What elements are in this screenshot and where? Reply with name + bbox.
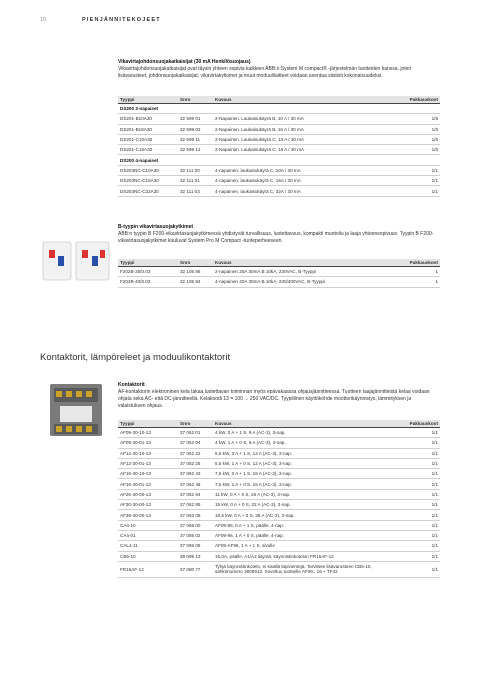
table-header-row [118,420,440,428]
table-row [118,438,440,448]
cell-type: CAL4-11 [118,541,178,551]
cell-description: 18,5 kW, 0 A + 0 S, 38 A (AC-3), 3-nap. [213,510,393,520]
cell-pack-size: 1/5 [393,134,440,144]
cell-pack-size: 1/1 [393,165,440,175]
cell-pack-size: 1/1 [393,530,440,540]
rcd-device-icon [40,240,112,282]
column-header-snro: Snro [178,420,213,428]
column-header-pack-size: Pakkauskoot [393,96,440,104]
table-row [118,479,440,489]
cell-type: DS201-B16A30 [118,124,178,134]
cell-description: 4-napainen, laukaisukäyrä C, 32A / 30 mA [213,186,393,196]
cell-snro: 32 599 11 [178,134,213,144]
cell-description: 4 kW, 0 A + 1 S, 9 A (AC-3), 3-nap. [213,428,393,438]
cell-pack-size: 1/1 [393,428,440,438]
cell-description: 2-Napainen. Laukaisukäyrä B, 10 A / 30 mA [213,114,393,124]
cell-description: AF09-96, 1 A + 0 S, päälle, 4-nap. [213,530,393,540]
cell-pack-size: 1/5 [393,114,440,124]
cell-snro: 37 065 06 [178,541,213,551]
cell-pack-size: 1/1 [393,186,440,196]
cell-description: 15,0A, päälle, A1/A2 liityntä, käynnistinkotelon FR16AF-12 [213,551,393,561]
cell-snro: 37 062 85 [178,500,213,510]
cell-description: 2-Napainen. Laukaisukäyrä C, 10 A / 30 mA [213,134,393,144]
cell-description: 2-Napainen. Laukaisukäyrä C, 16 A / 30 mA [213,145,393,155]
cell-snro: 37 063 09 [178,510,213,520]
table-row [118,277,440,287]
cell-snro: 37 062 22 [178,448,213,458]
cell-description: 5,5 kW, 0 A + 1 S, 12 A (AC-3), 3-nap. [213,448,393,458]
page-number: 10 [40,17,47,23]
table-row [118,520,440,530]
cell-pack-size: 1/1 [393,489,440,499]
cell-description: 4-napainen, laukaisukäyrä C, 16A / 30 mA [213,176,393,186]
column-header-type: Tyyppi [118,420,178,428]
column-header-description: Kuvaus [213,96,393,104]
group-label: DS200 2-napaiset [118,104,440,114]
cell-snro: 32 111 03 [178,186,213,196]
cell-description: AF09-96, 0 A + 1 S, päälle, 4-nap. [213,520,393,530]
cell-snro: 32 105 86 [178,267,213,277]
cell-pack-size: 1/1 [393,510,440,520]
typeb-table [118,259,440,288]
table-row [118,165,440,175]
cell-pack-size: 1/1 [393,561,440,577]
cell-pack-size: 1/5 [393,124,440,134]
cell-pack-size: 1/1 [393,438,440,448]
table-row [118,176,440,186]
cell-type: F204B-40/0.03 [118,277,178,287]
cell-snro: 37 062 01 [178,428,213,438]
cell-type: F202B-25/0.03 [118,267,178,277]
cell-type: DS201-C16A30 [118,145,178,155]
cell-snro: 32 599 01 [178,114,213,124]
cell-type: AF12-30-01-13 [118,458,178,468]
cell-pack-size: 1/1 [393,520,440,530]
table-row [118,551,440,561]
cell-description: 15 kW, 0 A + 0 S, 32 A (AC-3), 3-nap. [213,500,393,510]
cell-pack-size: 1/1 [393,551,440,561]
table-row [118,500,440,510]
cell-type: AF09-30-10-13 [118,428,178,438]
table-row [118,448,440,458]
cell-type: AF16-30-01-13 [118,479,178,489]
cell-type: FR16AF-12 [118,561,178,577]
cell-snro: 32 105 94 [178,277,213,287]
cell-type: DS201-C10A30 [118,134,178,144]
cell-snro: 32 599 02 [178,124,213,134]
cell-snro: 32 111 00 [178,165,213,175]
cell-pack-size: 1/1 [393,469,440,479]
cell-type: AF09-30-01-13 [118,438,178,448]
rcbo-description: Vikavirtajohdonsuojakatkaisijat ovat täysin yhteen sopivia kaikkien ABB:n System M compact® -järjestelmän tuotteiden kanssa, joten lisävarusteet, johdonsuojakatkaisijat, vikavirtakytkimet ja muut moduulilaitteet voidaan asentaa siististi kokonaisuudeksi. [118,66,412,79]
cell-snro: 37 062 43 [178,469,213,479]
cell-pack-size: 1/1 [393,500,440,510]
cell-description: Tyhjä käynnistinkotelo, ei sisällä läpivientejä. Tarvitsee lisävarusteen CB5-10, sähkönumero 3809913. Soveltuu tuotteille AF09...16 + TF42 [213,561,393,577]
typeb-title: B-tyypin vikavirtasuojakytkimet [118,224,194,230]
cell-snro: 37 065 02 [178,530,213,540]
cell-type: CB5-10 [118,551,178,561]
cell-snro: 37 080 77 [178,561,213,577]
table-row [118,124,440,134]
cell-snro: 32 111 01 [178,176,213,186]
table-row [118,186,440,196]
running-head: PIENJÄNNITEKOJEET [82,17,161,23]
column-header-pack-size: Pakkauskoot [393,259,440,267]
cell-snro: 37 062 25 [178,458,213,468]
cell-pack-size: 1 [393,277,440,287]
cell-description: AF09-AF96, 1 A + 1 S, sivulle [213,541,393,551]
cell-type: DS201-B10A30 [118,114,178,124]
table-row [118,489,440,499]
column-header-type: Tyyppi [118,259,178,267]
column-header-type: Tyyppi [118,96,178,104]
contactors-table [118,420,440,578]
table-row [118,458,440,468]
table-row [118,267,440,277]
cell-pack-size: 1/1 [393,541,440,551]
cell-description: 5,5 kW, 1 A + 0 S, 12 A (AC-3), 3-nap. [213,458,393,468]
section-heading: Kontaktorit, lämpöreleet ja moduulikontaktorit [40,352,231,363]
cell-type: AF16-30-10-13 [118,469,178,479]
table-row [118,541,440,551]
cell-pack-size: 1/1 [393,458,440,468]
cell-type: CA4-01 [118,530,178,540]
cell-type: AF12-30-10-13 [118,448,178,458]
cell-description: 11 kW, 0 A + 0 S, 26 A (AC-3), 3-nap. [213,489,393,499]
contactor-product-image [40,380,112,440]
contactors-title: Kontaktorit [118,382,145,388]
cell-snro: 38 099 13 [178,551,213,561]
table-header-row [118,96,440,104]
cell-snro: 37 062 64 [178,489,213,499]
contactor-device-icon [40,380,112,440]
cell-type: AF30-30-00-13 [118,500,178,510]
rcbo-table [118,96,440,197]
table-row [118,134,440,144]
cell-description: 2-napainen 25A 30mA B 10kA, 230VAC, B-Tyyppi [213,267,393,277]
rcbo-device-icon [40,52,112,100]
cell-pack-size: 1/1 [393,176,440,186]
cell-description: 4-napainen 40A 30mA B 10kA, 230/400VAC, B-Tyyppi [213,277,393,287]
table-header-row [118,259,440,267]
table-row [118,510,440,520]
cell-type: AF38-30-00-13 [118,510,178,520]
table-group-row [118,155,440,165]
typeb-product-image [40,240,112,282]
contactors-description: AF-kontaktorin elektroninen kela takaa luotettavan toiminnan myös epävakaassa ohjausjännitteessä. Tuotteen laajajännitteistä kelaa voidaan ohjata sekä AC- että DC-jännitteellä. Kelakoodi 13 = 100 ... 250 VAC/DC. Tyypillinen käyttökohde moottorikäynnistys, lämmityksen ja valaistuksen ohjaus. [118,389,430,409]
cell-description: 7,5 kW, 1 A + 0 S, 18 A (AC-3), 3-nap. [213,479,393,489]
column-header-snro: Snro [178,259,213,267]
group-label: DS200 4-napaiset [118,155,440,165]
typeb-description: ABB:n tyypin B F200-vikavirtasuojakytkimessä yhdistyvät turvallisuus, luotettavuus, kompakti muotoilu ja laaja yhteensopivuus. Tyypin B F200-vikavirtasuojakytkimet kuuluvat System Pro M Compact -tuoteperheeseen. [118,231,434,244]
table-group-row [118,104,440,114]
cell-description: 2-Napainen. Laukaisukäyrä B, 16 A / 30 mA [213,124,393,134]
cell-snro: 32 599 12 [178,145,213,155]
rcbo-product-image [40,52,112,100]
rcbo-title: Vikavirtajohdonsuojakatkaisijat (30 mA Henkilösuojaus) [118,59,251,65]
cell-pack-size: 1 [393,267,440,277]
cell-type: CA4-10 [118,520,178,530]
column-header-pack-size: Pakkauskoot [393,420,440,428]
column-header-description: Kuvaus [213,420,393,428]
cell-snro: 37 062 04 [178,438,213,448]
table-row [118,145,440,155]
cell-description: 7,5 kW, 0 A + 1 S, 18 A (AC-3), 3-nap. [213,469,393,479]
table-row [118,114,440,124]
cell-type: DS203NC-C10A30 [118,165,178,175]
cell-type: AF26-30-00-13 [118,489,178,499]
cell-type: DS203NC-C32A30 [118,186,178,196]
cell-pack-size: 1/1 [393,448,440,458]
cell-type: DS203NC-C16A30 [118,176,178,186]
cell-description: 4-napainen, laukaisukäyrä C, 10A / 30 mA [213,165,393,175]
cell-snro: 37 062 46 [178,479,213,489]
table-row [118,530,440,540]
table-row [118,469,440,479]
cell-description: 4 kW, 1 A + 0 S, 9 A (AC-3), 3-nap. [213,438,393,448]
column-header-snro: Snro [178,96,213,104]
column-header-description: Kuvaus [213,259,393,267]
cell-pack-size: 1/5 [393,145,440,155]
table-row [118,428,440,438]
table-row [118,561,440,577]
cell-pack-size: 1/1 [393,479,440,489]
cell-snro: 37 065 00 [178,520,213,530]
